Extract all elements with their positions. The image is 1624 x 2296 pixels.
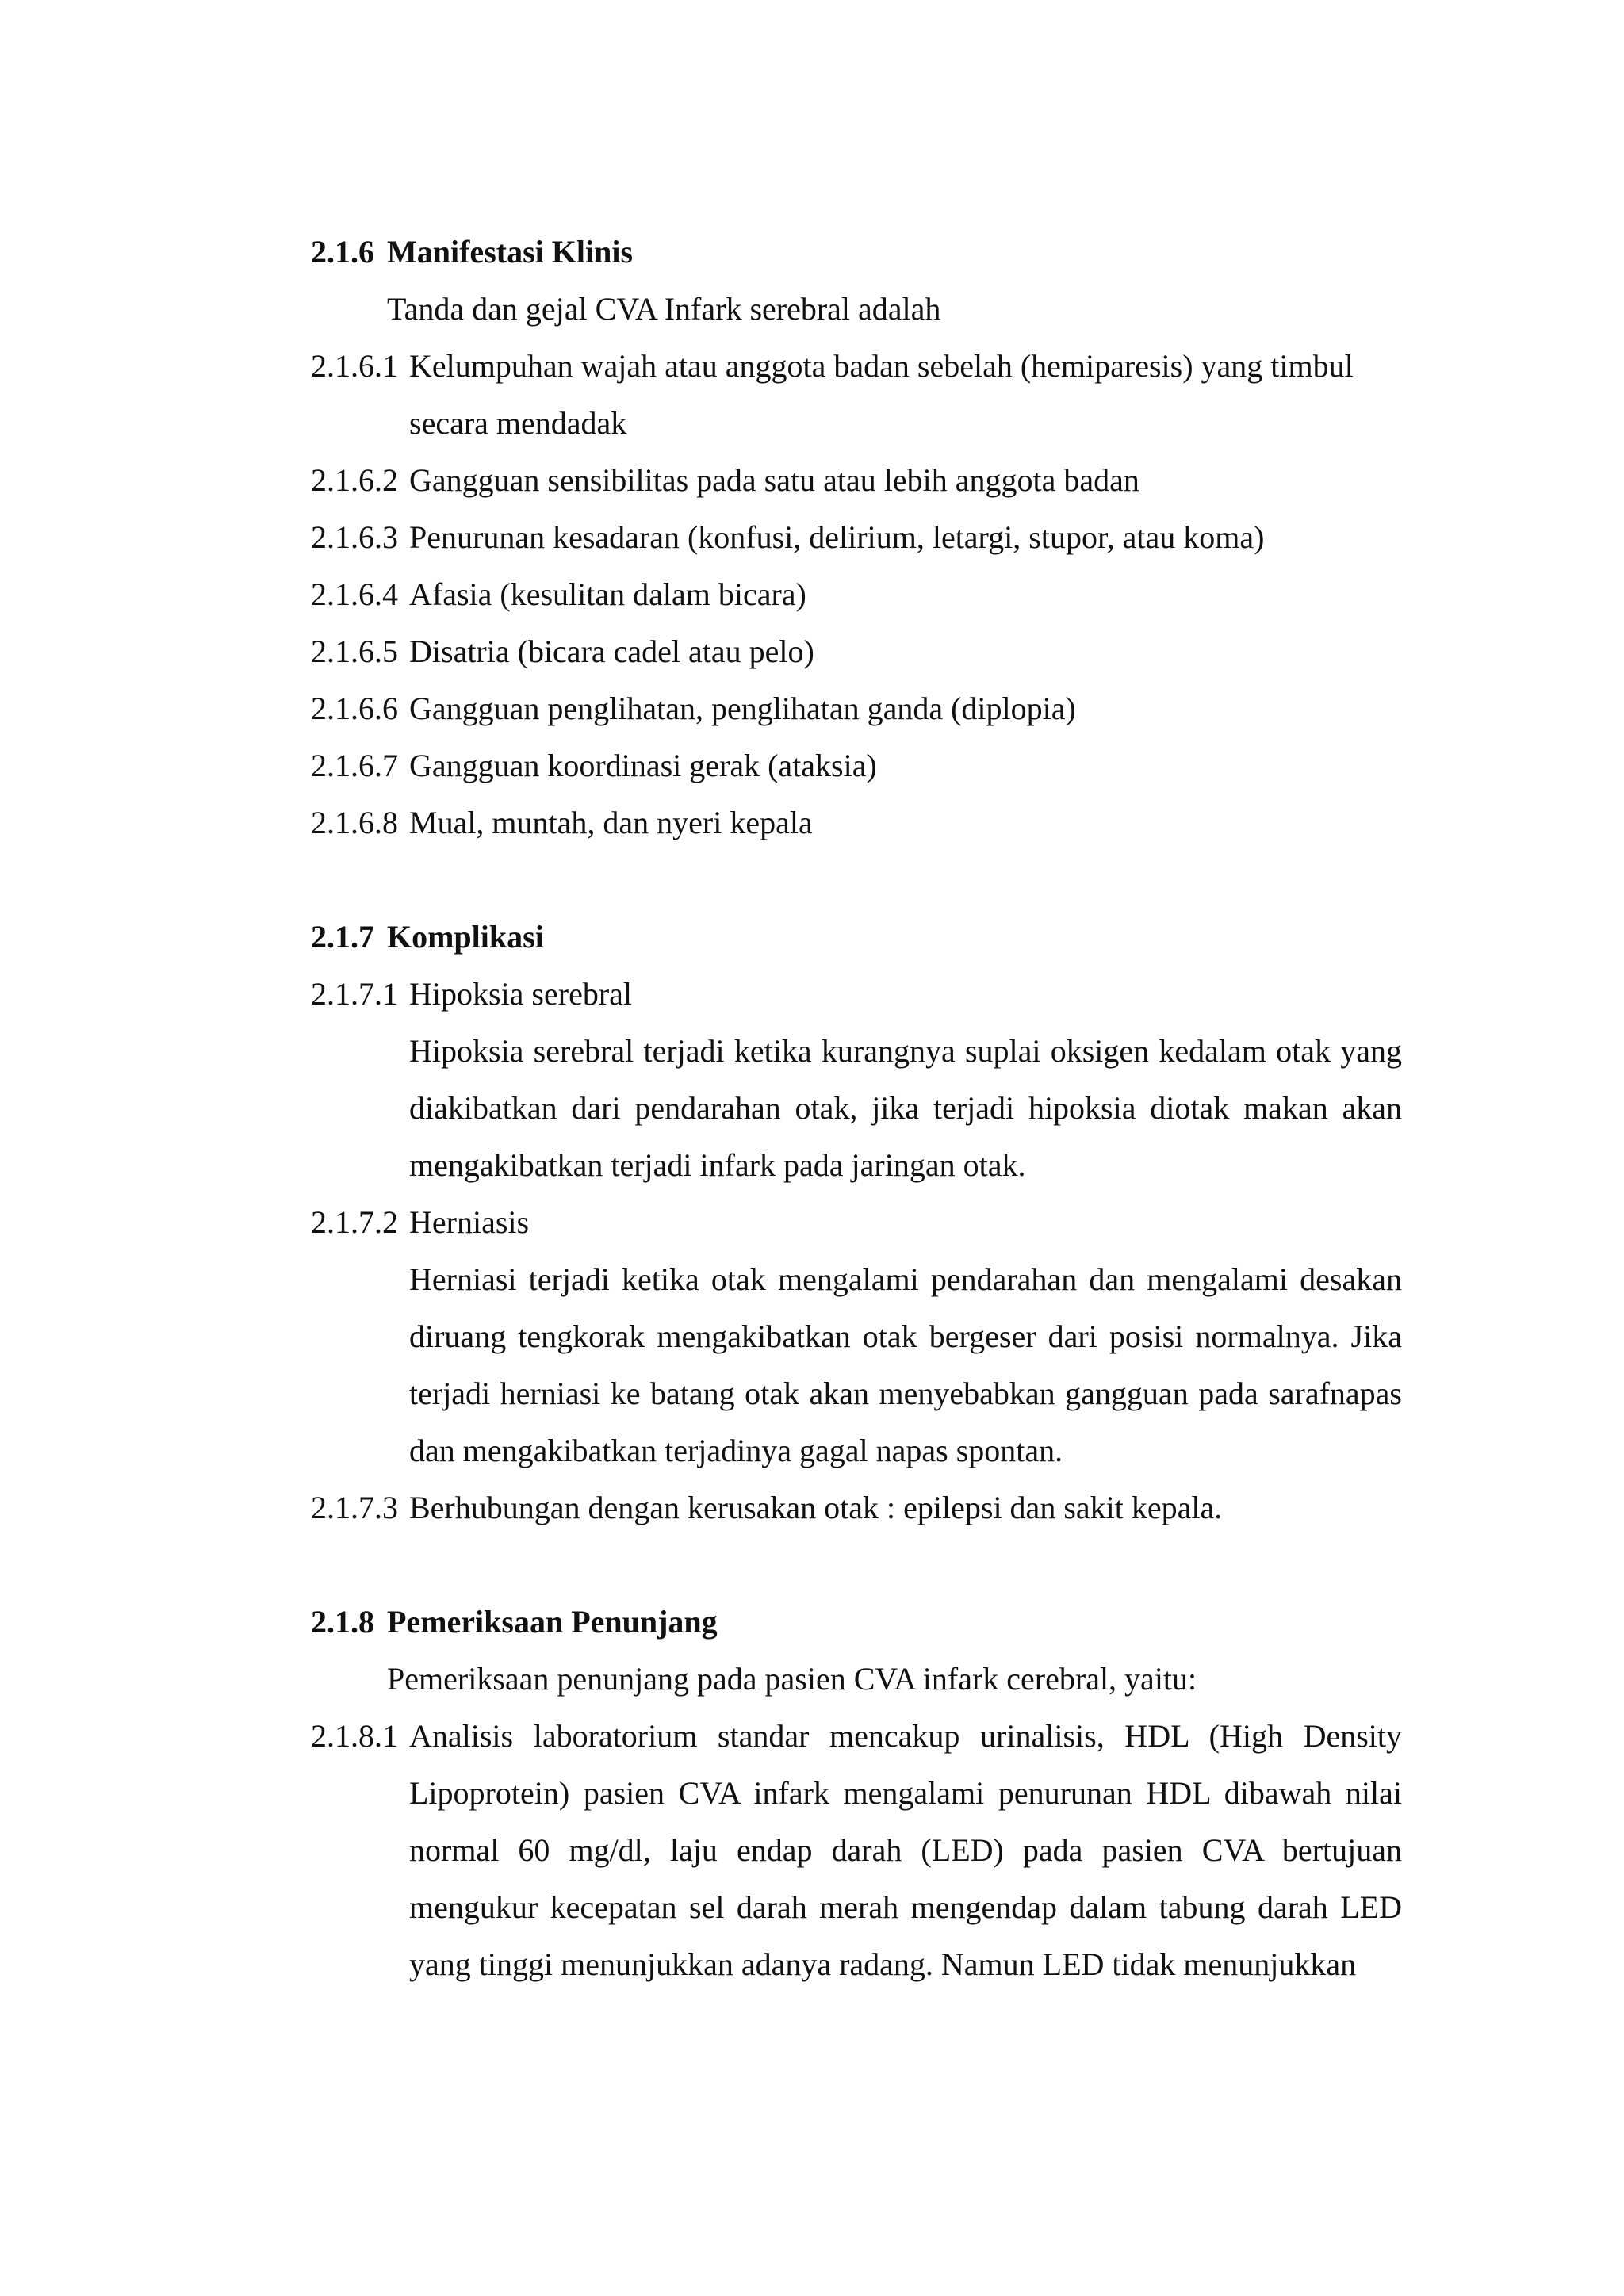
- item-number: 2.1.6.5: [311, 633, 398, 669]
- list-item: [311, 623, 1402, 680]
- list-item: [311, 566, 1402, 623]
- item-number: 2.1.6.3: [311, 519, 398, 555]
- section-number: 2.1.6: [311, 234, 374, 270]
- item-text: Gangguan koordinasi gerak (ataksia): [409, 748, 877, 783]
- item-text: Penurunan kesadaran (konfusi, delirium, letargi, stupor, atau koma): [409, 519, 1265, 555]
- item-text: Analisis laboratorium standar mencakup urinalisis, HDL (High Density Lipoprotein) pasien CVA infark mengalami penurunan HDL dibawah nilai normal 60 mg/dl, laju endap darah (LED) pada pasien CVA bertujuan mengukur kecepatan sel darah merah mengendap dalam tabung darah LED yang tinggi menunjukkan adanya radang. Namun LED tidak menunjukkan: [409, 1718, 1402, 1982]
- document-content: [311, 224, 1402, 1993]
- list-item: [311, 452, 1402, 509]
- section-heading: [311, 224, 1402, 281]
- section-number: 2.1.7: [311, 919, 374, 955]
- list-item: [311, 1708, 1402, 1993]
- item-number: 2.1.6.4: [311, 576, 398, 612]
- item-number: 2.1.6.1: [311, 348, 398, 384]
- section-spacer: [311, 851, 1402, 909]
- list-item: [311, 794, 1402, 851]
- list-item: [311, 966, 1402, 1023]
- item-text: Berhubungan dengan kerusakan otak : epilepsi dan sakit kepala.: [409, 1490, 1223, 1525]
- section-intro: Tanda dan gejal CVA Infark serebral adalah: [387, 291, 941, 327]
- item-text: Gangguan sensibilitas pada satu atau lebih anggota badan: [409, 462, 1139, 498]
- item-paragraph: Herniasi terjadi ketika otak mengalami pendarahan dan mengalami desakan diruang tengkorak mengakibatkan otak bergeser dari posisi normalnya. Jika terjadi herniasi ke batang otak akan menyebabkan gangguan pada sarafnapas dan mengakibatkan terjadinya gagal napas spontan.: [409, 1261, 1402, 1468]
- item-text: Gangguan penglihatan, penglihatan ganda (diplopia): [409, 691, 1076, 726]
- section-title: Komplikasi: [387, 919, 544, 955]
- section-number: 2.1.8: [311, 1604, 374, 1640]
- item-text: Afasia (kesulitan dalam bicara): [409, 576, 806, 612]
- list-item: [311, 1479, 1402, 1536]
- item-paragraph: Hipoksia serebral terjadi ketika kurangnya suplai oksigen kedalam otak yang diakibatkan dari pendarahan otak, jika terjadi hipoksia diotak makan akan mengakibatkan terjadi infark pada jaringan otak.: [409, 1033, 1402, 1183]
- item-number: 2.1.6.8: [311, 805, 398, 840]
- item-number: 2.1.7.1: [311, 976, 398, 1012]
- section-spacer: [311, 1536, 1402, 1594]
- item-number: 2.1.6.7: [311, 748, 398, 783]
- item-number: 2.1.7.2: [311, 1204, 398, 1240]
- section-title: Manifestasi Klinis: [387, 234, 634, 270]
- list-item: [311, 1194, 1402, 1251]
- item-number: 2.1.7.3: [311, 1490, 398, 1525]
- item-text: Disatria (bicara cadel atau pelo): [409, 633, 814, 669]
- item-text: Mual, muntah, dan nyeri kepala: [409, 805, 813, 840]
- item-text: Hipoksia serebral: [409, 976, 633, 1012]
- item-text: Kelumpuhan wajah atau anggota badan sebelah (hemiparesis) yang timbul secara mendadak: [409, 348, 1354, 441]
- section-heading: [311, 1594, 1402, 1651]
- item-text: Herniasis: [409, 1204, 530, 1240]
- item-number: 2.1.6.2: [311, 462, 398, 498]
- item-number: 2.1.6.6: [311, 691, 398, 726]
- list-item: [311, 680, 1402, 737]
- item-number: 2.1.8.1: [311, 1718, 398, 1754]
- section-heading: [311, 909, 1402, 966]
- list-item: [311, 338, 1402, 452]
- section-intro: Pemeriksaan penunjang pada pasien CVA infark cerebral, yaitu:: [387, 1661, 1197, 1697]
- list-item: [311, 737, 1402, 794]
- section-title: Pemeriksaan Penunjang: [387, 1604, 718, 1640]
- list-item: [311, 509, 1402, 566]
